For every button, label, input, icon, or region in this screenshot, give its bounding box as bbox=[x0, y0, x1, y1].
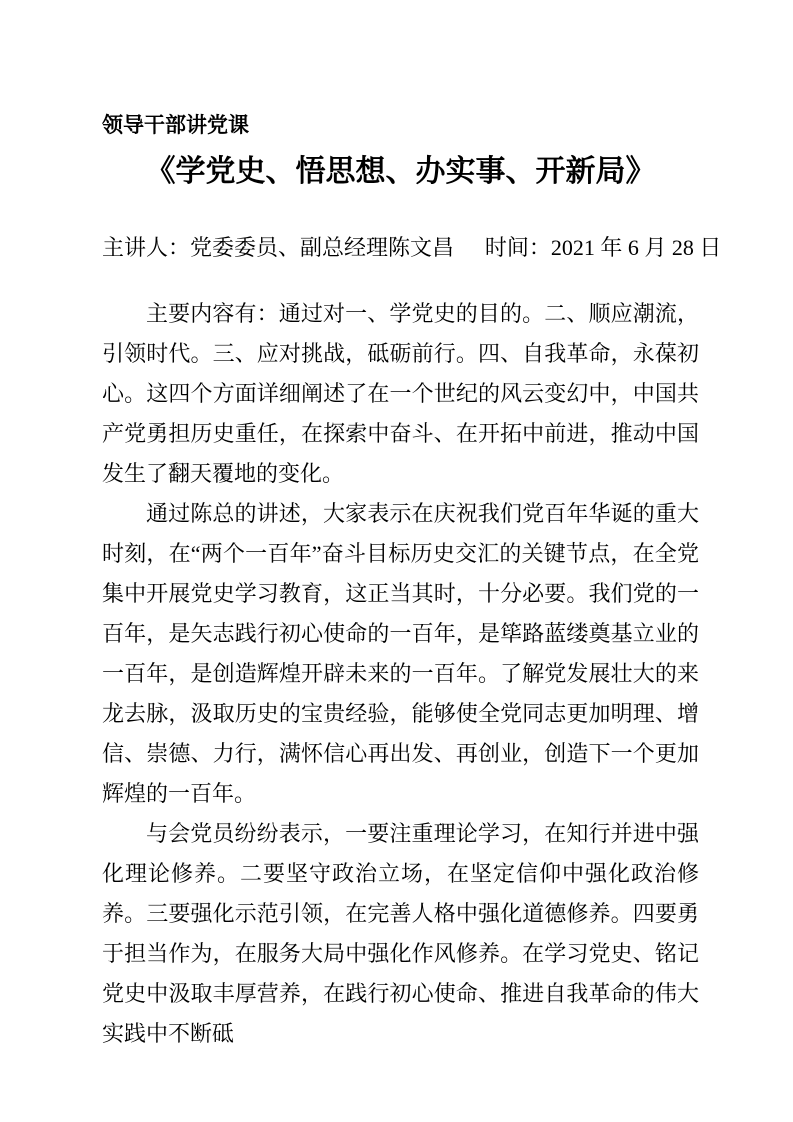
document-title: 《学党史、悟思想、办实事、开新局》 bbox=[145, 155, 656, 188]
time-label: 时间： bbox=[484, 235, 551, 260]
speaker-label: 主讲人： bbox=[102, 235, 191, 260]
document-body bbox=[102, 294, 699, 1054]
paragraph-member-responses: 与会党员纷纷表示，一要注重理论学习，在知行并进中强化理论修养。二要坚守政治立场，在坚定信仰中强化政治修养。三要强化示范引领，在完善人格中强化道德修养。四要勇于担当作为，在服务大局中强化作风修养。在学习党史、铭记党史中汲取丰厚营养，在践行初心使命、推进自我革命的伟大实践中不断砥 bbox=[102, 821, 699, 1046]
paragraph-summary: 主要内容有：通过对一、学党史的目的。二、顺应潮流，引领时代。三、应对挑战，砥砺前行。四、自我革命，永葆初心。这四个方面详细阐述了在一个世纪的风云变幻中，中国共产党勇担历史重任，在探索中奋斗、在开拓中前进，推动中国发生了翻天覆地的变化。 bbox=[102, 301, 699, 486]
time-group bbox=[485, 235, 722, 260]
meta-line bbox=[102, 233, 722, 263]
time-value: 2021 年 6 月 28 日 bbox=[550, 235, 722, 260]
document-header: 领导干部讲党课 bbox=[102, 114, 249, 137]
paragraph-lecture-review: 通过陈总的讲述，大家表示在庆祝我们党百年华诞的重大时刻，在“两个一百年”奋斗目标历史交汇的关键节点，在全党集中开展党史学习教育，这正当其时，十分必要。我们党的一百年，是矢志践行初心使命的一百年，是筚路蓝缕奠基立业的一百年，是创造辉煌开辟未来的一百年。了解党发展壮大的来龙去脉，汲取历史的宝贵经验，能够使全党同志更加明理、增信、崇德、力行，满怀信心再出发、再创业，创造下一个更加辉煌的一百年。 bbox=[102, 501, 699, 806]
speaker-value: 党委委员、副总经理陈文昌 bbox=[190, 235, 455, 260]
